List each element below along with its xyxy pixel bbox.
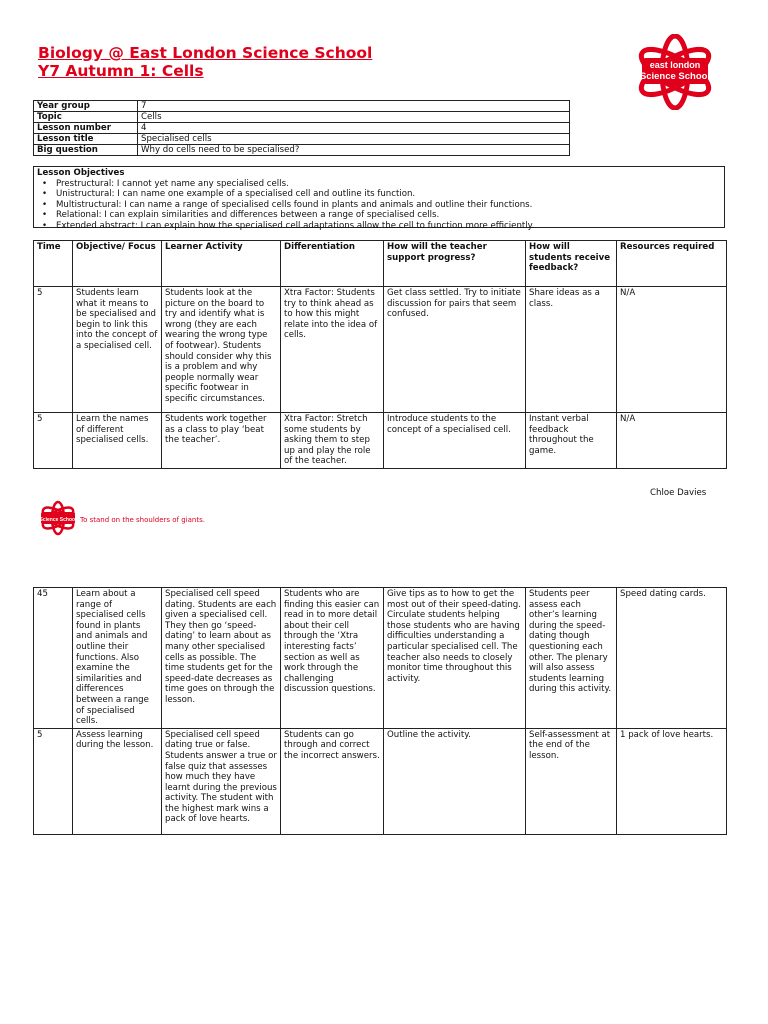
author-name: Chloe Davies (650, 488, 707, 498)
objectives-heading: Lesson Objectives (37, 168, 125, 178)
cell-feedback: Students peer assess each other’s learning during the speed-dating though questioning each other. The plenary will also assess students learning during this activity. (526, 588, 617, 729)
header-time: Time (34, 241, 73, 287)
info-row-year (34, 101, 570, 112)
tagline: To stand on the shoulders of giants. (80, 516, 205, 524)
header-objective: Objective/ Focus (73, 241, 162, 287)
info-row-lesson-number (34, 123, 570, 134)
header-feedback: How will students receive feedback? (526, 241, 617, 287)
cell-time: 5 (34, 413, 73, 469)
cell-activity: Students work together as a class to play ‘beat the teacher’. (162, 413, 281, 469)
page-title: Biology @ East London Science School (38, 44, 373, 62)
objective-item: • Extended abstract: I can explain how the specialised cell adaptations allow the cell to function more efficiently. (46, 221, 721, 232)
info-value: Why do cells need to be specialised? (138, 145, 570, 156)
info-value: 7 (138, 101, 570, 112)
logo-text-bottom: Science School (639, 71, 711, 82)
cell-feedback: Share ideas as a class. (526, 287, 617, 413)
page-subtitle: Y7 Autumn 1: Cells (38, 62, 204, 80)
lesson-info-table (33, 100, 570, 156)
logo-text-top: east london (649, 60, 701, 70)
cell-activity: Specialised cell speed dating true or false. Students answer a true or false quiz that assesses how much they have learnt during the previous activity. The student with the highest mark wins a pack of love hearts. (162, 728, 281, 834)
objective-item: • Prestructural: I cannot yet name any specialised cells. (46, 179, 721, 190)
info-row-topic (34, 112, 570, 123)
table-row (34, 413, 727, 469)
cell-objective: Learn about a range of specialised cells found in plants and animals and outline their functions. Also examine the similarities and differences between a range of specialised cells. (73, 588, 162, 729)
info-key: Topic (34, 112, 138, 123)
info-value: Cells (138, 112, 570, 123)
header-support: How will the teacher support progress? (384, 241, 526, 287)
table-row (34, 728, 727, 834)
objective-item: • Multistructural: I can name a range of specialised cells found in plants and animals and outline their functions. (46, 200, 721, 211)
cell-time: 5 (34, 728, 73, 834)
cell-feedback: Self-assessment at the end of the lesson. (526, 728, 617, 834)
objective-item: • Relational: I can explain similarities and differences between a range of specialised cells. (46, 210, 721, 221)
cell-differentiation: Students can go through and correct the incorrect answers. (281, 728, 384, 834)
info-key: Lesson number (34, 123, 138, 134)
cell-support: Introduce students to the concept of a specialised cell. (384, 413, 526, 469)
objectives-list (37, 179, 721, 232)
cell-differentiation: Students who are finding this easier can read in to more detail about their cell through the ‘Xtra interesting facts’ section as well as work through the challenging discussion questions. (281, 588, 384, 729)
school-logo (632, 34, 718, 110)
header-resources: Resources required (617, 241, 727, 287)
plan-header-row (34, 241, 727, 287)
cell-feedback: Instant verbal feedback throughout the game. (526, 413, 617, 469)
cell-resources: 1 pack of love hearts. (617, 728, 727, 834)
cell-activity: Specialised cell speed dating. Students are each given a specialised cell. They then go ‘speed-dating’ to learn about as many other specialised cells as possible. The time students get for the speed-date decreases as time goes on through the lesson. (162, 588, 281, 729)
lesson-plan-table (33, 240, 727, 469)
info-row-lesson-title (34, 134, 570, 145)
lesson-plan-table-continued (33, 587, 727, 835)
cell-differentiation: Xtra Factor: Students try to think ahead as to how this might relate into the idea of cells. (281, 287, 384, 413)
cell-time: 45 (34, 588, 73, 729)
cell-time: 5 (34, 287, 73, 413)
cell-resources: Speed dating cards. (617, 588, 727, 729)
cell-differentiation: Xtra Factor: Stretch some students by asking them to step up and play the role of the teacher. (281, 413, 384, 469)
table-row (34, 588, 727, 729)
table-row (34, 287, 727, 413)
header-activity: Learner Activity (162, 241, 281, 287)
header-differentiation: Differentiation (281, 241, 384, 287)
objective-item: • Unistructural: I can name one example of a specialised cell and outline its function. (46, 189, 721, 200)
info-key: Big question (34, 145, 138, 156)
cell-activity: Students look at the picture on the board to try and identify what is wrong (they are each wearing the wrong type of footwear). Students should consider why this is a problem and why people normally wear specific footwear in specific circumstances. (162, 287, 281, 413)
cell-resources: N/A (617, 413, 727, 469)
info-row-big-question (34, 145, 570, 156)
cell-objective: Students learn what it means to be specialised and begin to link this into the concept of a specialised cell. (73, 287, 162, 413)
info-key: Year group (34, 101, 138, 112)
cell-objective: Assess learning during the lesson. (73, 728, 162, 834)
info-key: Lesson title (34, 134, 138, 145)
footer-logo-text: Science School (39, 517, 77, 523)
footer-logo (38, 498, 78, 538)
lesson-objectives (33, 166, 725, 231)
cell-support: Outline the activity. (384, 728, 526, 834)
cell-support: Give tips as to how to get the most out of their speed-dating. Circulate students helping those students who are having difficulties understanding a particular specialised cell. The teacher also needs to closely monitor time throughout this activity. (384, 588, 526, 729)
cell-objective: Learn the names of different specialised cells. (73, 413, 162, 469)
cell-support: Get class settled. Try to initiate discussion for pairs that seem confused. (384, 287, 526, 413)
info-value: Specialised cells (138, 134, 570, 145)
cell-resources: N/A (617, 287, 727, 413)
info-value: 4 (138, 123, 570, 134)
